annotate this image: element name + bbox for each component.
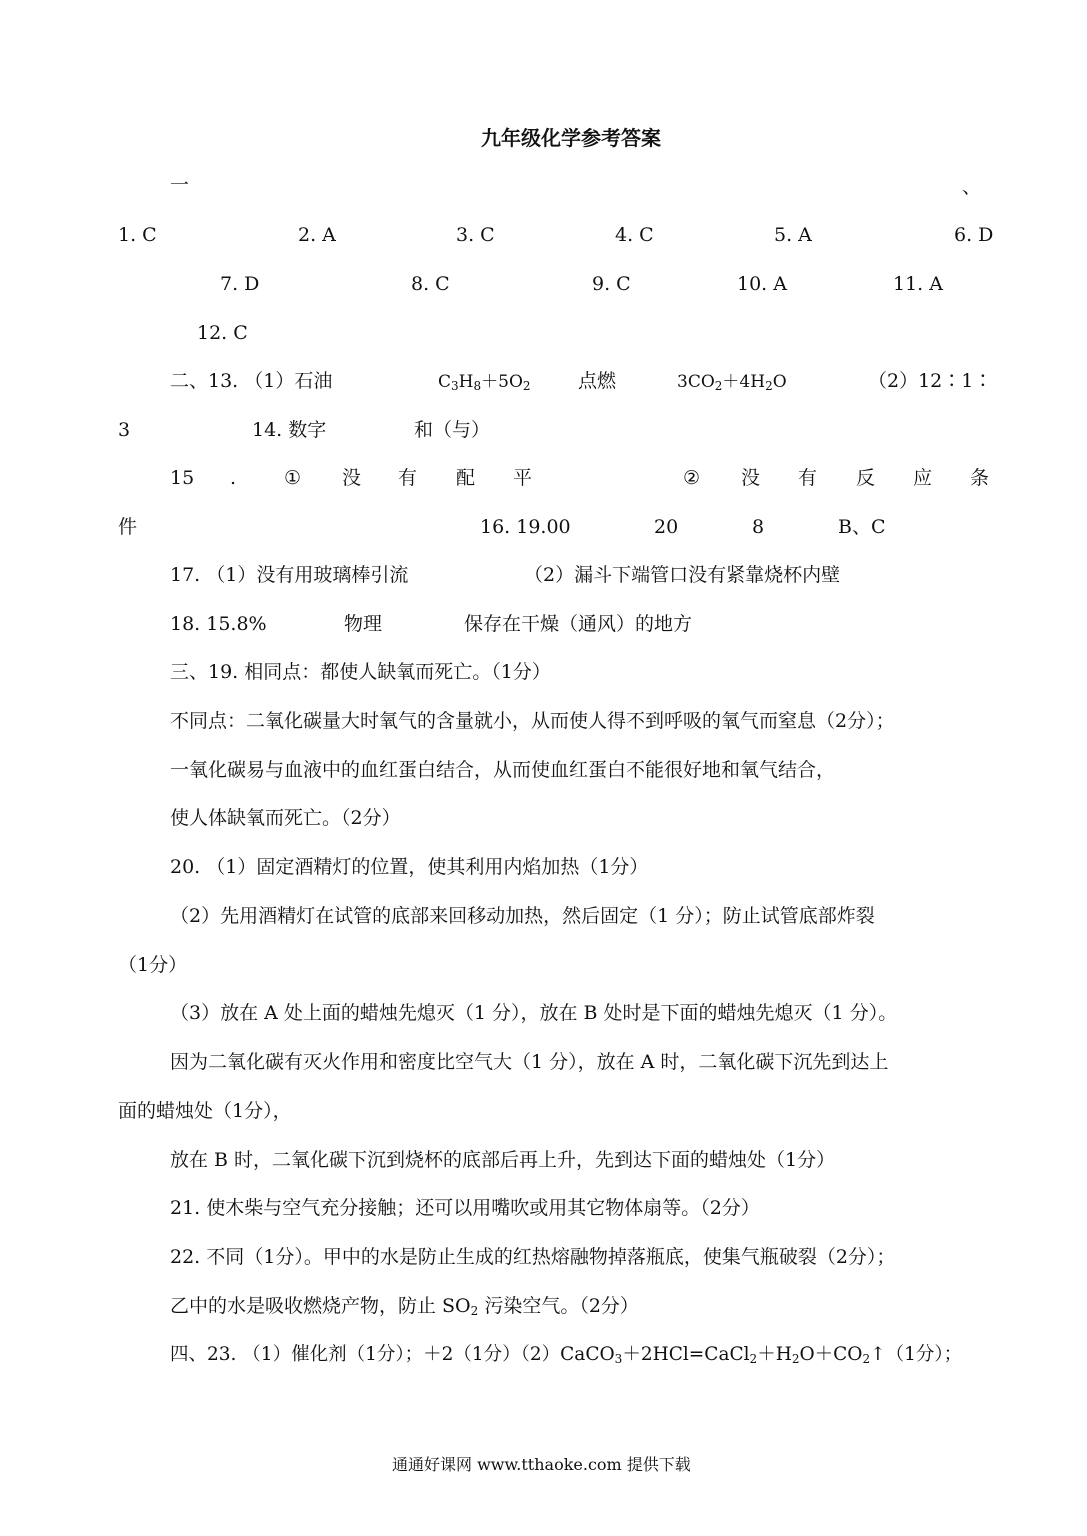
q15-char: 有: [798, 467, 818, 489]
q18-a: 18. 15.8%: [170, 613, 267, 635]
q13-condition: 点燃: [578, 370, 617, 392]
q13-wrap: 3: [118, 419, 131, 441]
q15-char: ②: [683, 467, 701, 489]
q13-part2: （2）12∶1∶: [868, 370, 993, 392]
q15-char: 有: [398, 467, 418, 489]
q18-c: 保存在干燥（通风）的地方: [464, 613, 693, 635]
section-comma: 、: [962, 176, 982, 198]
answer-2: 2. A: [298, 224, 336, 246]
q14: 14. 数字: [252, 419, 327, 441]
q15-char: 应: [913, 467, 933, 489]
q13-prefix: 二、13. （1）石油: [170, 370, 333, 392]
answer-9: 9. C: [592, 273, 631, 295]
q15-char: 条: [970, 467, 990, 489]
q16-d: B、C: [838, 516, 886, 538]
q20-4: 因为二氧化碳有灭火作用和密度比空气大（1 分），放在 A 时，二氧化碳下沉先到达上: [170, 1051, 889, 1073]
answer-4: 4. C: [615, 224, 654, 246]
answer-8: 8. C: [411, 273, 450, 295]
page-footer: 通通好课网 www.tthaoke.com 提供下载: [392, 1455, 691, 1474]
page-title: 九年级化学参考答案: [481, 126, 661, 150]
q19-b: 不同点：二氧化碳量大时氧气的含量就小，从而使人得不到呼吸的氧气而窒息（2分）；: [170, 710, 895, 732]
q15-char: 没: [342, 467, 362, 489]
answer-1: 1. C: [118, 224, 157, 246]
q14-b: 和（与）: [414, 419, 491, 441]
q17-a: 17. （1）没有用玻璃棒引流: [170, 564, 409, 586]
q20-3: （3）放在 A 处上面的蜡烛先熄灭（1 分），放在 B 处时是下面的蜡烛先熄灭（1 分）。: [170, 1002, 898, 1024]
q17-b: （2）漏斗下端管口没有紧靠烧杯内壁: [524, 564, 841, 586]
answer-3: 3. C: [456, 224, 495, 246]
q16-c: 8: [752, 516, 765, 538]
q16-a: 16. 19.00: [480, 516, 571, 538]
answer-10: 10. A: [737, 273, 787, 295]
q15-wrap: 件: [118, 516, 138, 538]
q19-d: 使人体缺氧而死亡。（2分）: [170, 807, 401, 829]
q15-char: ①: [284, 467, 302, 489]
answer-6: 6. D: [954, 224, 994, 246]
q20-2: （2）先用酒精灯在试管的底部来回移动加热，然后固定（1 分）；防止试管底部炸裂: [170, 905, 875, 927]
q20-2b: （1分）: [118, 954, 188, 976]
q22-b: 乙中的水是吸收燃烧产物，防止 $SO_2$ 污染空气。（2分）: [170, 1295, 639, 1318]
answer-7: 7. D: [220, 273, 260, 295]
q15-char: 没: [741, 467, 761, 489]
q15-char: 反: [856, 467, 876, 489]
q13-equation-products: $3CO_2+4H_2O$: [677, 372, 787, 393]
q22-a: 22. 不同（1分）。甲中的水是防止生成的红热熔融物掉落瓶底，使集气瓶破裂（2分）；: [170, 1246, 896, 1268]
q20-4b: 面的蜡烛处（1分），: [118, 1100, 292, 1122]
answer-5: 5. A: [774, 224, 812, 246]
q19-a: 三、19. 相同点：都使人缺氧而死亡。（1分）: [170, 661, 551, 683]
q15-char: .: [230, 467, 237, 489]
q15-char: 配: [456, 467, 476, 489]
q23-a: 四、23. （1）催化剂（1分）；＋2（1分）$(2)CaCO_3+2HCl=CaCl_2+H_2O+CO_2↑(1$分）；: [170, 1344, 963, 1366]
section-marker: 一: [170, 174, 190, 196]
q15-char: 平: [513, 467, 533, 489]
q19-c: 一氧化碳易与血液中的血红蛋白结合，从而使血红蛋白不能很好地和氧气结合，: [170, 759, 836, 781]
q20-1: 20. （1）固定酒精灯的位置，使其利用内焰加热（1分）: [170, 856, 649, 878]
q18-b: 物理: [344, 613, 383, 635]
q15-char: 15: [170, 467, 195, 489]
q16-b: 20: [654, 516, 679, 538]
q21: 21. 使木柴与空气充分接触；还可以用嘴吹或用其它物体扇等。（2分）: [170, 1197, 760, 1219]
answer-12: 12. C: [197, 322, 248, 344]
q20-5: 放在 B 时，二氧化碳下沉到烧杯的底部后再上升，先到达下面的蜡烛处（1分）: [170, 1149, 836, 1171]
q13-equation-reactants: $C_3H_8+5O_2$: [438, 372, 531, 393]
answer-11: 11. A: [893, 273, 943, 295]
